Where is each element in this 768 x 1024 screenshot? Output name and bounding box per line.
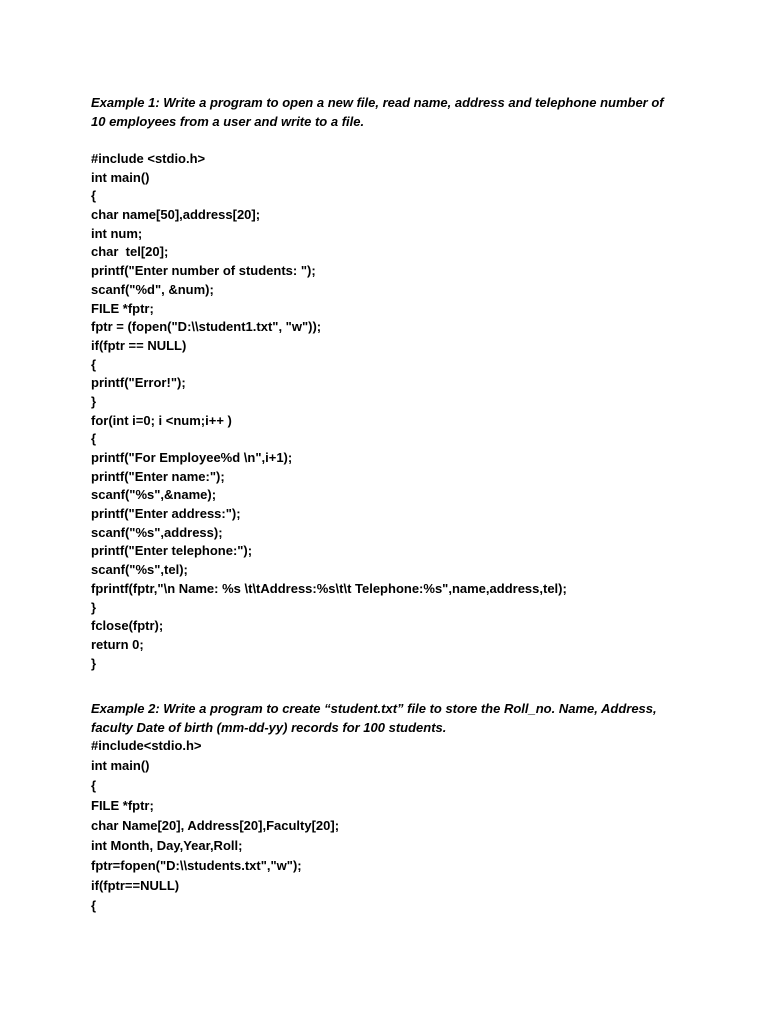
code-line: }: [91, 393, 97, 409]
code-line: printf("Enter number of students: ");: [91, 263, 316, 279]
code-line: printf("Enter telephone:");: [91, 543, 253, 559]
code-line: scanf("%s",tel);: [91, 562, 188, 578]
code-line: FILE *fptr;: [91, 798, 154, 813]
heading-line: Example 2: Write a program to create “student.txt” file to store the Roll_no. Name, Address,: [91, 701, 657, 716]
heading-line: 10 employees from a user and write to a file.: [91, 114, 365, 129]
code-line: scanf("%d", &num);: [91, 281, 214, 297]
code-line: fptr=fopen("D:\\students.txt","w");: [91, 858, 302, 873]
code-line: #include<stdio.h>: [91, 738, 202, 753]
code-line: fclose(fptr);: [91, 618, 164, 634]
code-line: {: [91, 188, 97, 204]
example-2-heading: [91, 699, 691, 737]
code-line: char tel[20];: [91, 244, 169, 260]
code-line: char Name[20], Address[20],Faculty[20];: [91, 818, 340, 833]
code-line: int main(): [91, 169, 150, 185]
code-line: return 0;: [91, 636, 144, 652]
code-line: printf("Enter address:");: [91, 506, 241, 522]
code-line: FILE *fptr;: [91, 300, 154, 316]
code-line: {: [91, 898, 97, 913]
code-line: for(int i=0; i <num;i++ ): [91, 412, 232, 428]
code-line: }: [91, 599, 97, 615]
heading-line: faculty Date of birth (mm-dd-yy) records for 100 students.: [91, 720, 447, 735]
code-line: {: [91, 431, 97, 447]
code-line: {: [91, 356, 97, 372]
code-line: fprintf(fptr,"\n Name: %s \t\tAddress:%s\t\t Telephone:%s",name,address,tel);: [91, 580, 567, 596]
code-line: fptr = (fopen("D:\\student1.txt", "w"));: [91, 319, 322, 335]
code-line: printf("Error!");: [91, 375, 186, 391]
code-line: int num;: [91, 225, 143, 241]
example-2-code: [91, 736, 731, 916]
code-line: if(fptr==NULL): [91, 878, 180, 893]
code-line: char name[50],address[20];: [91, 207, 261, 223]
example-1-heading: [91, 93, 691, 131]
heading-line: Example 1: Write a program to open a new file, read name, address and telephone number of: [91, 95, 664, 110]
example-1-code: [91, 150, 731, 673]
code-line: scanf("%s",&name);: [91, 487, 217, 503]
code-line: scanf("%s",address);: [91, 524, 223, 540]
code-line: #include <stdio.h>: [91, 151, 206, 166]
code-line: printf("For Employee%d \n",i+1);: [91, 450, 293, 465]
code-line: int main(): [91, 758, 150, 773]
code-line: }: [91, 655, 97, 671]
code-line: {: [91, 778, 97, 793]
code-line: int Month, Day,Year,Roll;: [91, 838, 243, 853]
code-line: printf("Enter name:");: [91, 468, 225, 484]
code-line: if(fptr == NULL): [91, 337, 187, 353]
